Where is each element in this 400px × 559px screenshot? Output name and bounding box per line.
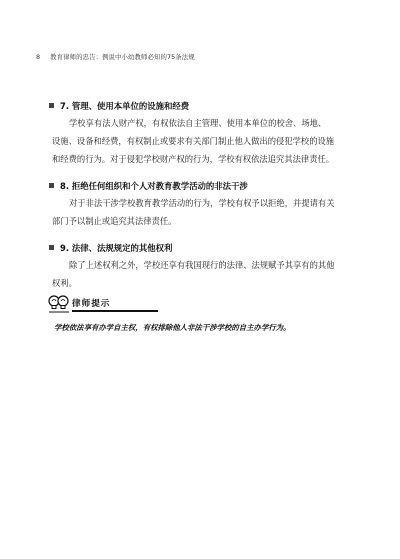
- section-heading-text: 9. 法律、法规规定的其他权利: [60, 243, 173, 253]
- paragraph-line: 权利。: [52, 278, 77, 288]
- bullet-square-icon: [49, 183, 54, 188]
- paragraph-line: 对于非法干涉学校教育教学活动的行为，学校有权予以拒绝，并提请有关: [69, 198, 335, 208]
- tip-underline-divider: [72, 310, 158, 312]
- running-title: 教育律师的忠告：例说中小幼教师必知的75条法规: [50, 53, 195, 61]
- lawyer-tip-label: 律师提示: [72, 299, 111, 309]
- lawyer-tip-text: 学校依法享有办学自主权，有权排除他人非法干涉学校的自主办学行为。: [54, 323, 291, 332]
- section-body-9: [52, 256, 352, 292]
- bullet-square-icon: [49, 245, 54, 250]
- section-heading-text: 8. 拒绝任何组织和个人对教育教学活动的非法干涉: [60, 181, 248, 191]
- section-heading-9: [49, 242, 172, 254]
- page-number: 8: [36, 53, 41, 61]
- running-header: [36, 52, 195, 61]
- section-body-8: [52, 194, 352, 230]
- lawyer-tip-header: [48, 294, 168, 314]
- paragraph-line: 学校享有法人财产权，有权依法自主管理、使用本单位的校舍、场地、: [69, 118, 327, 128]
- lightbulb-icon: [48, 294, 70, 314]
- paragraph-line: 设施、设备和经费，有权制止或要求有关部门制止他人做出的侵犯学校的设施: [52, 136, 335, 146]
- section-heading-7: [49, 100, 189, 112]
- section-heading-8: [49, 180, 248, 192]
- section-heading-text: 7. 管理、使用本单位的设施和经费: [60, 101, 190, 111]
- section-body-7: [52, 114, 352, 168]
- bullet-square-icon: [49, 103, 54, 108]
- paragraph-line: 除了上述权利之外，学校还享有我国现行的法律、法规赋予其享有的其他: [69, 260, 335, 270]
- paragraph-line: 部门予以制止或追究其法律责任。: [52, 216, 177, 226]
- paragraph-line: 和经费的行为。对于侵犯学校财产权的行为，学校有权依法追究其法律责任。: [52, 154, 335, 164]
